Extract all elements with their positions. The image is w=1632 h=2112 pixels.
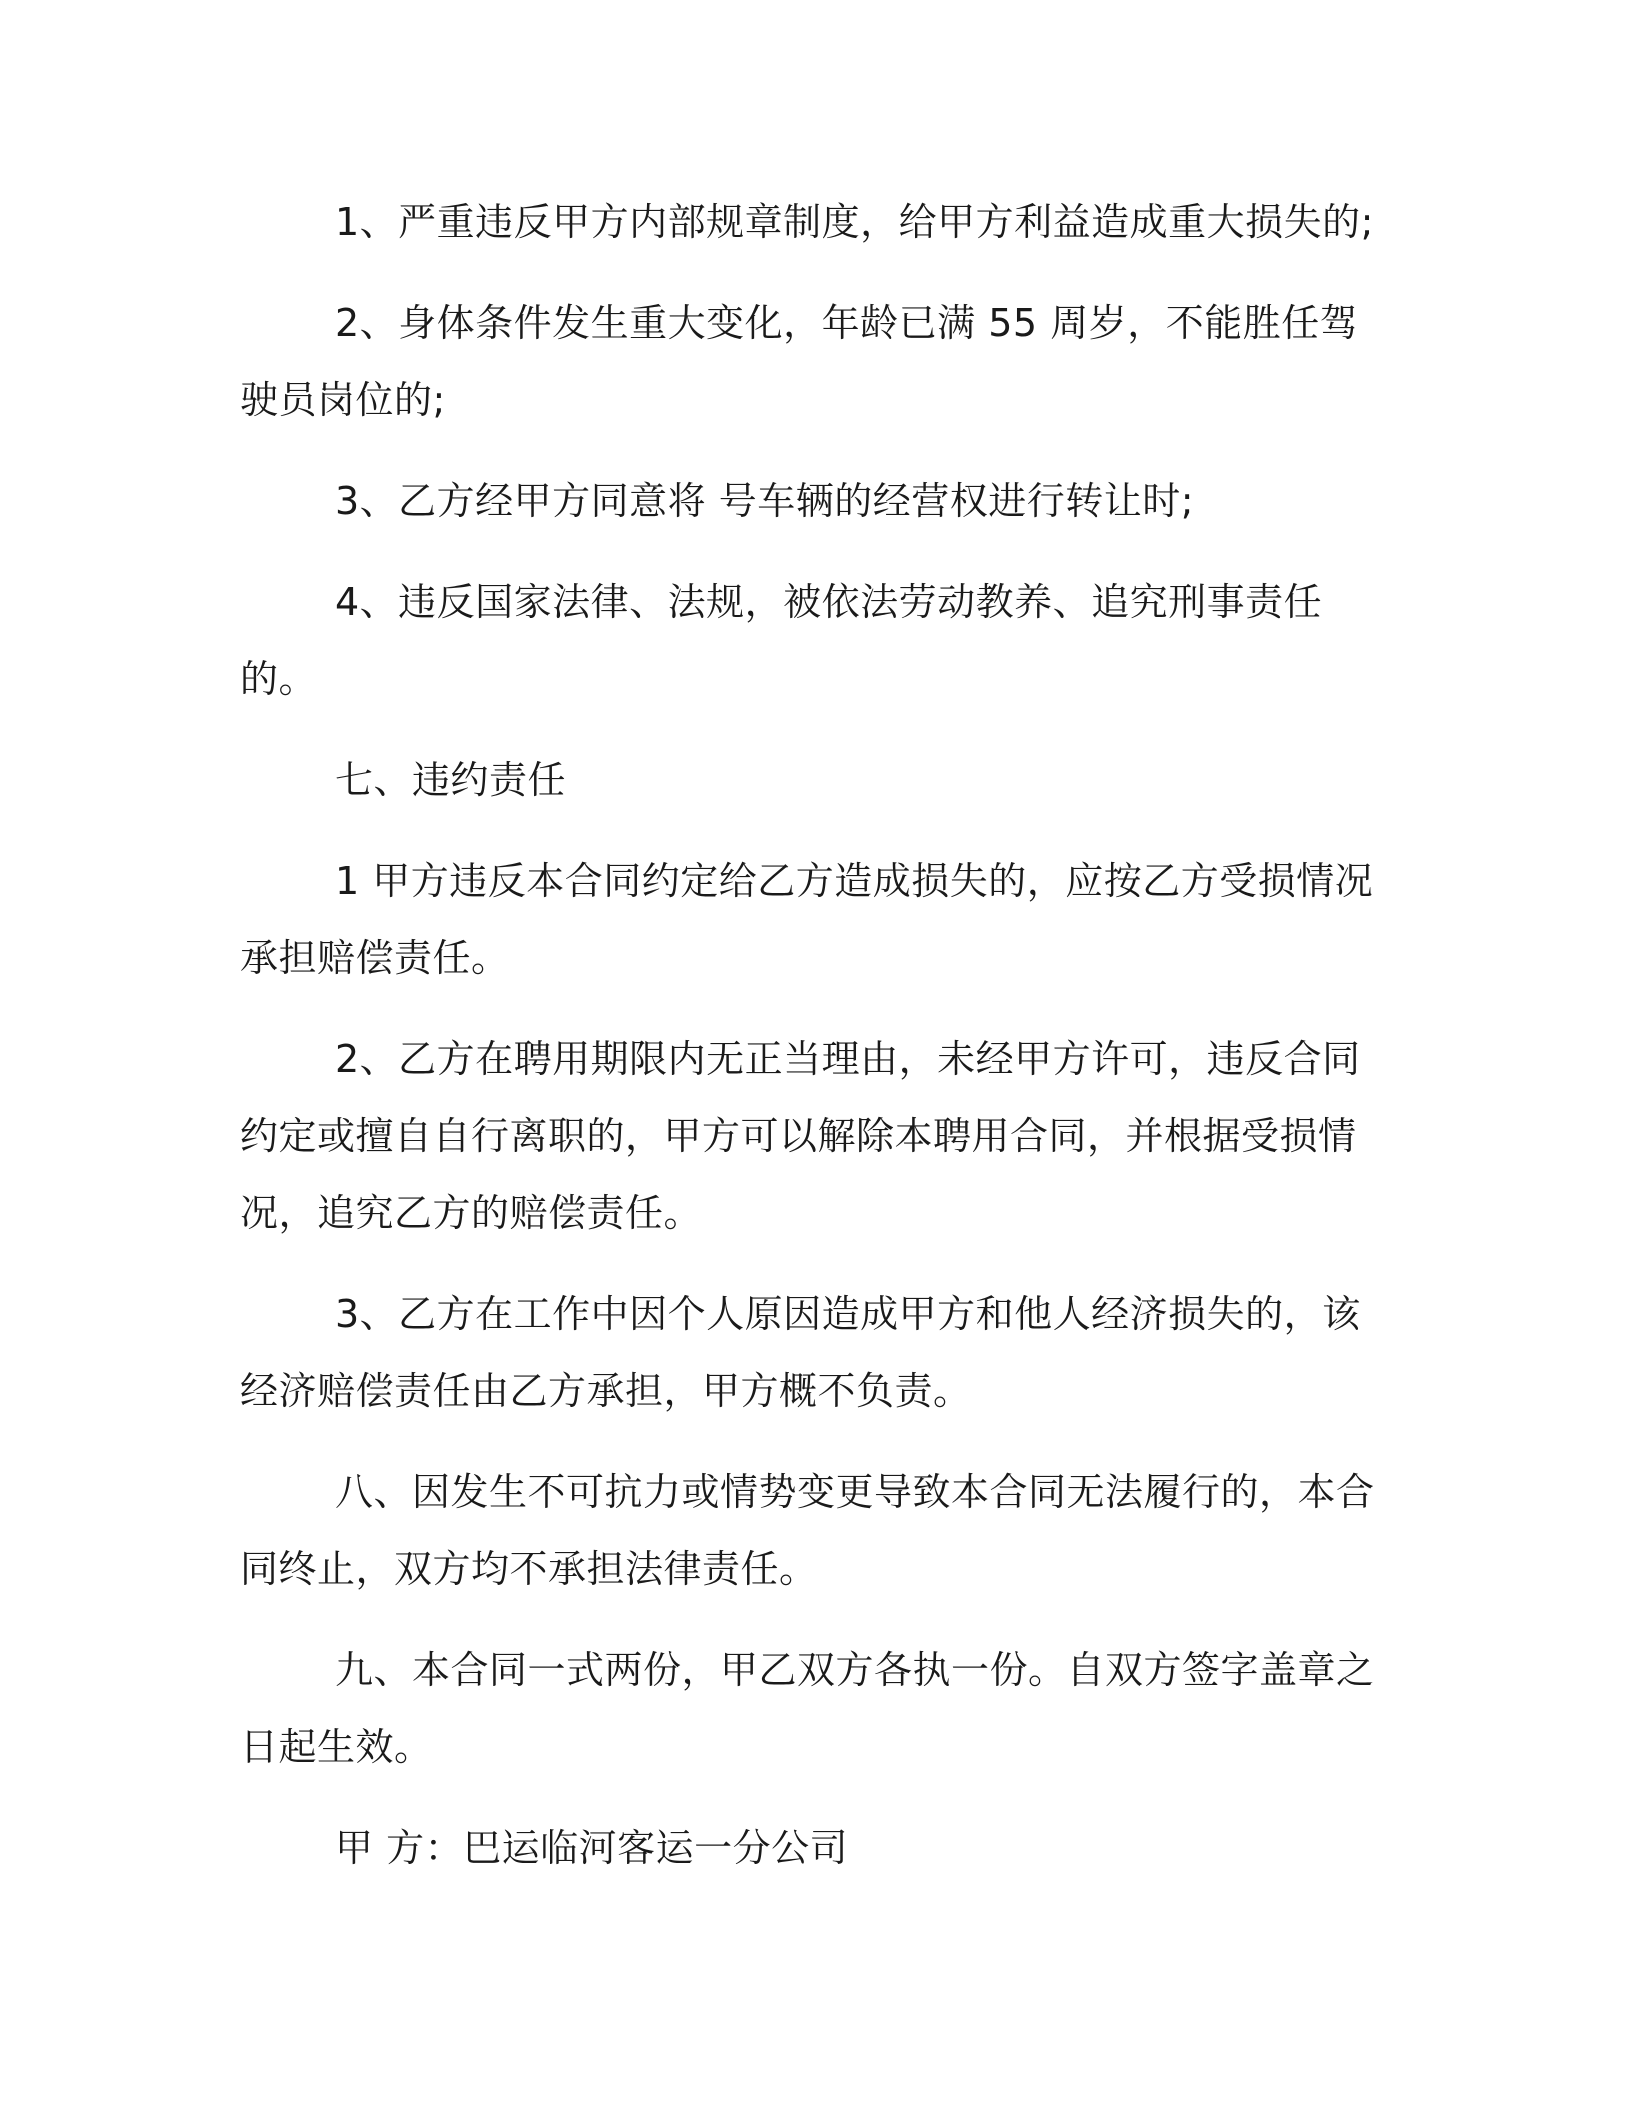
clause-3: 3、乙方经甲方同意将 号车辆的经营权进行转让时; bbox=[335, 479, 1195, 523]
clause-4: 4、违反国家法律、法规，被依法劳动教养、追究刑事责任的。 bbox=[240, 580, 1323, 701]
breach-clause-3: 3、乙方在工作中因个人原因造成甲方和他人经济损失的，该经济赔偿责任由乙方承担，甲方概不负责。 bbox=[240, 1292, 1361, 1413]
party-a-line: 甲 方：巴运临河客运一分公司 bbox=[335, 1826, 849, 1870]
section-heading-breach-liability: 七、违约责任 bbox=[335, 758, 567, 802]
breach-clause-1: 1 甲方违反本合同约定给乙方造成损失的，应按乙方受损情况承担赔偿责任。 bbox=[240, 859, 1374, 980]
force-majeure-clause: 八、因发生不可抗力或情势变更导致本合同无法履行的，本合同终止，双方均不承担法律责任。 bbox=[240, 1470, 1375, 1591]
clause-1: 1、严重违反甲方内部规章制度，给甲方利益造成重大损失的; bbox=[335, 200, 1374, 244]
breach-clause-2: 2、乙方在聘用期限内无正当理由，未经甲方许可，违反合同约定或擅自自行离职的，甲方可以解除本聘用合同，并根据受损情况，追究乙方的赔偿责任。 bbox=[240, 1037, 1361, 1235]
copies-clause: 九、本合同一式两份，甲乙双方各执一份。自双方签字盖章之日起生效。 bbox=[240, 1648, 1375, 1769]
clause-2: 2、身体条件发生重大变化，年龄已满 55 周岁，不能胜任驾驶员岗位的; bbox=[240, 301, 1359, 422]
